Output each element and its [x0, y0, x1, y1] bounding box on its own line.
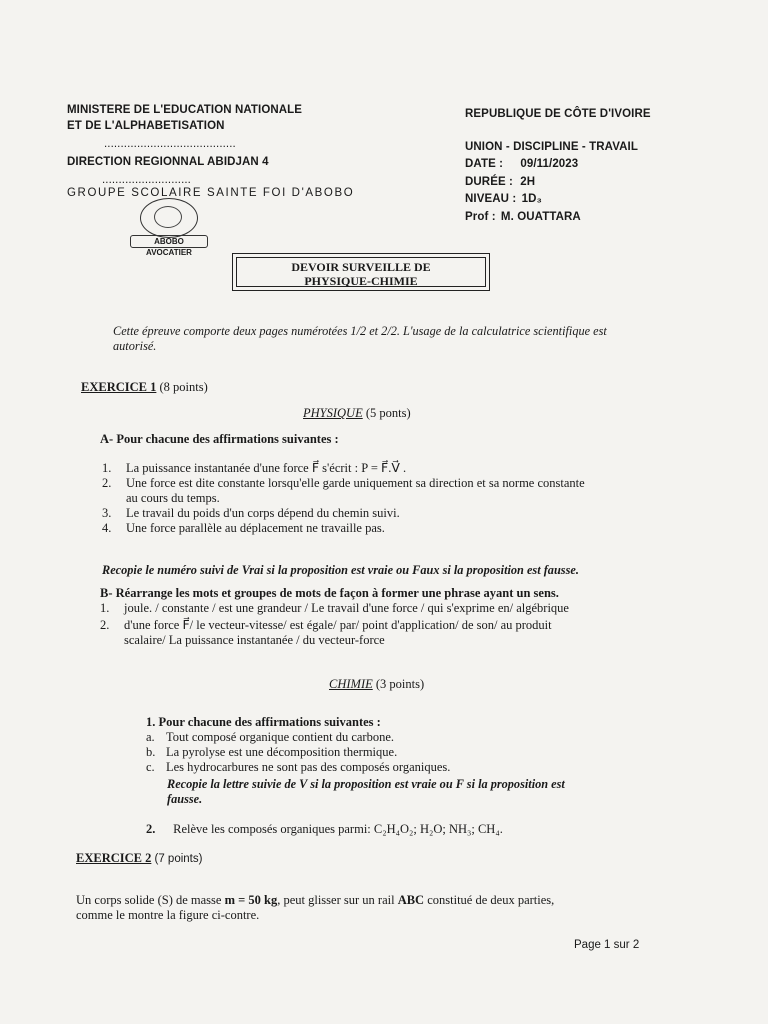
- motto: UNION - DISCIPLINE - TRAVAIL: [465, 141, 638, 153]
- title-line1: DEVOIR SURVEILLE DE: [291, 260, 431, 274]
- list-item: scalaire/ La puissance instantanée / du vecteur-force: [124, 633, 385, 647]
- partA-instruction: Recopie le numéro suivi de Vrai si la proposition est vraie ou Faux si la proposition est fausse.: [102, 563, 579, 577]
- date-row: [465, 157, 578, 172]
- republic-label: REPUBLIQUE DE CÔTE D'IVOIRE: [465, 108, 651, 120]
- exercise2-line2: comme le montre la figure ci-contre.: [76, 908, 260, 922]
- chimie-q2-num: 2.: [146, 822, 156, 836]
- chimie-instruction-line1: Recopie la lettre suivie de V si la proposition est vraie ou F si la proposition est: [167, 777, 565, 791]
- list-item: 1. La puissance instantanée d'une force F⃗ s'écrit : P = F⃗.V⃗ .: [102, 461, 407, 475]
- duration-value: 2H: [520, 176, 536, 188]
- prof-row: [465, 210, 581, 225]
- intro-line2: autorisé.: [113, 339, 157, 353]
- separator-dots: ........................................: [104, 138, 236, 150]
- exercise2-label: EXERCICE 2: [76, 851, 152, 865]
- duration-row: [465, 175, 535, 190]
- level-row: [465, 192, 542, 207]
- ministry-line2: ET DE L'ALPHABETISATION: [67, 120, 225, 132]
- list-item: b. La pyrolyse est une décomposition thermique.: [146, 745, 398, 759]
- duration-label: DURÉE :: [465, 176, 513, 188]
- list-item: c. Les hydrocarbures ne sont pas des composés organiques.: [146, 760, 451, 774]
- chimie-q2: [146, 822, 503, 837]
- chimie-label: CHIMIE: [329, 677, 373, 691]
- level-value: 1D₃: [521, 193, 542, 205]
- physique-points: (5 ponts): [365, 406, 411, 420]
- exercise2-points: (7 points): [154, 853, 203, 865]
- list-item: a. Tout composé organique contient du carbone.: [146, 730, 394, 744]
- title-box: [232, 253, 490, 291]
- list-item: 3. Le travail du poids d'un corps dépend du chemin suivi.: [102, 506, 400, 520]
- chimie-points: (3 points): [375, 677, 425, 691]
- list-item: 4. Une force parallèle au déplacement ne travaille pas.: [102, 521, 385, 535]
- ministry-line1: MINISTERE DE L'EDUCATION NATIONALE: [67, 104, 303, 116]
- school-seal: [126, 198, 210, 257]
- partA-heading: A- Pour chacune des affirmations suivantes :: [100, 432, 339, 446]
- chimie-q2-text: Relève les composés organiques parmi: C₂H₄O₂; H₂O; NH₃; CH₄.: [173, 822, 503, 836]
- seal-label: ABOBO AVOCATIER: [130, 235, 208, 248]
- exercise1-label: EXERCICE 1: [81, 380, 157, 394]
- school-name: GROUPE SCOLAIRE SAINTE FOI D'ABOBO: [67, 187, 355, 199]
- partB-list: [100, 601, 569, 648]
- date-value: 09/11/2023: [520, 158, 579, 170]
- level-label: NIVEAU :: [465, 193, 517, 205]
- direction-label: DIRECTION REGIONNAL ABIDJAN 4: [67, 156, 269, 168]
- list-item: 1. joule. / constante / est une grandeur / Le travail d'une force / qui s'exprime en/ algébrique: [100, 601, 569, 615]
- exercise1-points: (8 points): [159, 380, 208, 394]
- separator-dots: ...........................: [102, 174, 191, 186]
- exercise2-heading: [76, 851, 202, 867]
- title-line2: PHYSIQUE-CHIMIE: [304, 274, 418, 288]
- date-label: DATE :: [465, 158, 504, 170]
- list-item: 2. Une force est dite constante lorsqu'elle garde uniquement sa direction et sa norme constante: [102, 476, 585, 490]
- statement-list: [102, 461, 585, 536]
- exercise1-heading: [81, 380, 208, 395]
- partB-heading: B- Réarrange les mots et groupes de mots de façon à former une phrase ayant un sens.: [100, 586, 559, 600]
- chimie-list: [146, 730, 450, 775]
- list-item: au cours du temps.: [126, 491, 220, 505]
- list-item: 2. d'une force F⃗/ le vecteur-vitesse/ est égale/ par/ point d'application/ de son/ au produit: [100, 618, 552, 632]
- chimie-heading: [329, 677, 424, 692]
- physique-label: PHYSIQUE: [303, 406, 363, 420]
- physique-heading: [303, 406, 411, 421]
- chimie-q1: 1. Pour chacune des affirmations suivantes :: [146, 715, 381, 729]
- prof-label: Prof :: [465, 211, 496, 223]
- page-number: Page 1 sur 2: [574, 939, 640, 951]
- chimie-instruction-line2: fausse.: [167, 792, 203, 806]
- prof-value: M. OUATTARA: [500, 211, 581, 223]
- exercise2-line1: Un corps solide (S) de masse m = 50 kg, peut glisser sur un rail ABC constitué de deux parties,: [76, 893, 555, 907]
- intro-line1: Cette épreuve comporte deux pages numérotées 1/2 et 2/2. L'usage de la calculatrice scientifique est: [113, 324, 607, 338]
